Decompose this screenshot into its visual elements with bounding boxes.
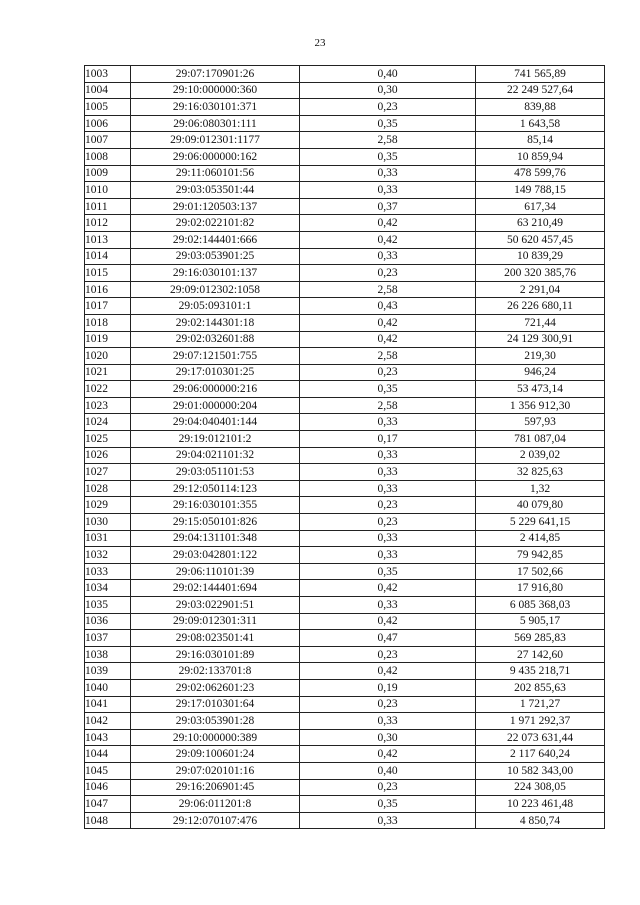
row-number-cell: 1039 bbox=[85, 663, 131, 680]
rate-cell: 0,23 bbox=[300, 364, 476, 381]
value-cell: 50 620 457,45 bbox=[476, 231, 605, 248]
row-number-cell: 1009 bbox=[85, 165, 131, 182]
rate-cell: 0,42 bbox=[300, 231, 476, 248]
table-row bbox=[85, 99, 605, 116]
table-row bbox=[85, 696, 605, 713]
rate-cell: 0,42 bbox=[300, 746, 476, 763]
table-row bbox=[85, 115, 605, 132]
rate-cell: 0,30 bbox=[300, 82, 476, 99]
rate-cell: 2,58 bbox=[300, 281, 476, 298]
table-row bbox=[85, 663, 605, 680]
rate-cell: 0,23 bbox=[300, 514, 476, 531]
cadastral-number-cell: 29:12:050114:123 bbox=[131, 480, 300, 497]
cadastral-number-cell: 29:06:110101:39 bbox=[131, 563, 300, 580]
table-row bbox=[85, 82, 605, 99]
value-cell: 149 788,15 bbox=[476, 182, 605, 199]
value-cell: 200 320 385,76 bbox=[476, 265, 605, 282]
row-number-cell: 1041 bbox=[85, 696, 131, 713]
row-number-cell: 1028 bbox=[85, 480, 131, 497]
value-cell: 2 039,02 bbox=[476, 447, 605, 464]
rate-cell: 0,40 bbox=[300, 66, 476, 83]
row-number-cell: 1003 bbox=[85, 66, 131, 83]
rate-cell: 0,23 bbox=[300, 696, 476, 713]
row-number-cell: 1045 bbox=[85, 762, 131, 779]
row-number-cell: 1013 bbox=[85, 231, 131, 248]
cadastral-number-cell: 29:02:022101:82 bbox=[131, 215, 300, 232]
table-row bbox=[85, 348, 605, 365]
row-number-cell: 1006 bbox=[85, 115, 131, 132]
table-body bbox=[85, 66, 605, 829]
rate-cell: 0,19 bbox=[300, 679, 476, 696]
value-cell: 202 855,63 bbox=[476, 679, 605, 696]
rate-cell: 2,58 bbox=[300, 397, 476, 414]
rate-cell: 0,47 bbox=[300, 630, 476, 647]
cadastral-number-cell: 29:02:062601:23 bbox=[131, 679, 300, 696]
table-row bbox=[85, 762, 605, 779]
row-number-cell: 1019 bbox=[85, 331, 131, 348]
value-cell: 781 087,04 bbox=[476, 431, 605, 448]
row-number-cell: 1026 bbox=[85, 447, 131, 464]
value-cell: 27 142,60 bbox=[476, 646, 605, 663]
cadastral-number-cell: 29:09:100601:24 bbox=[131, 746, 300, 763]
table-row bbox=[85, 148, 605, 165]
value-cell: 569 285,83 bbox=[476, 630, 605, 647]
value-cell: 9 435 218,71 bbox=[476, 663, 605, 680]
cadastral-number-cell: 29:16:030101:371 bbox=[131, 99, 300, 116]
rate-cell: 0,42 bbox=[300, 331, 476, 348]
table-row bbox=[85, 597, 605, 614]
table-row bbox=[85, 514, 605, 531]
cadastral-number-cell: 29:11:060101:56 bbox=[131, 165, 300, 182]
rate-cell: 0,33 bbox=[300, 248, 476, 265]
table-row bbox=[85, 215, 605, 232]
cadastral-number-cell: 29:19:012101:2 bbox=[131, 431, 300, 448]
table-row bbox=[85, 812, 605, 829]
rate-cell: 0,35 bbox=[300, 115, 476, 132]
table-row bbox=[85, 679, 605, 696]
cadastral-number-cell: 29:12:070107:476 bbox=[131, 812, 300, 829]
rate-cell: 0,33 bbox=[300, 713, 476, 730]
rate-cell: 0,35 bbox=[300, 563, 476, 580]
row-number-cell: 1011 bbox=[85, 198, 131, 215]
cadastral-number-cell: 29:16:206901:45 bbox=[131, 779, 300, 796]
cadastral-number-cell: 29:03:053901:25 bbox=[131, 248, 300, 265]
value-cell: 5 229 641,15 bbox=[476, 514, 605, 531]
value-cell: 1 971 292,37 bbox=[476, 713, 605, 730]
row-number-cell: 1035 bbox=[85, 597, 131, 614]
value-cell: 24 129 300,91 bbox=[476, 331, 605, 348]
row-number-cell: 1042 bbox=[85, 713, 131, 730]
table-row bbox=[85, 646, 605, 663]
rate-cell: 0,23 bbox=[300, 646, 476, 663]
cadastral-number-cell: 29:02:133701:8 bbox=[131, 663, 300, 680]
table-row bbox=[85, 613, 605, 630]
rate-cell: 0,42 bbox=[300, 613, 476, 630]
value-cell: 85,14 bbox=[476, 132, 605, 149]
value-cell: 40 079,80 bbox=[476, 497, 605, 514]
value-cell: 26 226 680,11 bbox=[476, 298, 605, 315]
rate-cell: 0,23 bbox=[300, 779, 476, 796]
rate-cell: 0,37 bbox=[300, 198, 476, 215]
table-row bbox=[85, 464, 605, 481]
rate-cell: 0,33 bbox=[300, 464, 476, 481]
rate-cell: 0,43 bbox=[300, 298, 476, 315]
rate-cell: 0,35 bbox=[300, 796, 476, 813]
table-row bbox=[85, 547, 605, 564]
table-row bbox=[85, 729, 605, 746]
row-number-cell: 1043 bbox=[85, 729, 131, 746]
table-row bbox=[85, 298, 605, 315]
value-cell: 17 502,66 bbox=[476, 563, 605, 580]
row-number-cell: 1040 bbox=[85, 679, 131, 696]
rate-cell: 0,33 bbox=[300, 414, 476, 431]
rate-cell: 0,23 bbox=[300, 99, 476, 116]
row-number-cell: 1008 bbox=[85, 148, 131, 165]
rate-cell: 0,35 bbox=[300, 381, 476, 398]
rate-cell: 0,42 bbox=[300, 580, 476, 597]
cadastral-number-cell: 29:07:020101:16 bbox=[131, 762, 300, 779]
row-number-cell: 1005 bbox=[85, 99, 131, 116]
table-row bbox=[85, 331, 605, 348]
table-row bbox=[85, 198, 605, 215]
value-cell: 53 473,14 bbox=[476, 381, 605, 398]
rate-cell: 0,17 bbox=[300, 431, 476, 448]
row-number-cell: 1004 bbox=[85, 82, 131, 99]
cadastral-number-cell: 29:06:011201:8 bbox=[131, 796, 300, 813]
cadastral-number-cell: 29:03:022901:51 bbox=[131, 597, 300, 614]
rate-cell: 0,33 bbox=[300, 530, 476, 547]
table-row bbox=[85, 397, 605, 414]
value-cell: 219,30 bbox=[476, 348, 605, 365]
row-number-cell: 1016 bbox=[85, 281, 131, 298]
value-cell: 5 905,17 bbox=[476, 613, 605, 630]
table-row bbox=[85, 182, 605, 199]
cadastral-number-cell: 29:07:121501:755 bbox=[131, 348, 300, 365]
value-cell: 224 308,05 bbox=[476, 779, 605, 796]
cadastral-number-cell: 29:04:021101:32 bbox=[131, 447, 300, 464]
table-row bbox=[85, 364, 605, 381]
row-number-cell: 1025 bbox=[85, 431, 131, 448]
row-number-cell: 1010 bbox=[85, 182, 131, 199]
cadastral-number-cell: 29:05:093101:1 bbox=[131, 298, 300, 315]
table-row bbox=[85, 447, 605, 464]
row-number-cell: 1032 bbox=[85, 547, 131, 564]
value-cell: 6 085 368,03 bbox=[476, 597, 605, 614]
row-number-cell: 1027 bbox=[85, 464, 131, 481]
cadastral-number-cell: 29:16:030101:89 bbox=[131, 646, 300, 663]
cadastral-number-cell: 29:16:030101:137 bbox=[131, 265, 300, 282]
rate-cell: 0,40 bbox=[300, 762, 476, 779]
value-cell: 2 117 640,24 bbox=[476, 746, 605, 763]
rate-cell: 0,42 bbox=[300, 663, 476, 680]
table-row bbox=[85, 779, 605, 796]
value-cell: 741 565,89 bbox=[476, 66, 605, 83]
table-row bbox=[85, 414, 605, 431]
row-number-cell: 1023 bbox=[85, 397, 131, 414]
table-row bbox=[85, 431, 605, 448]
rate-cell: 0,33 bbox=[300, 182, 476, 199]
table-row bbox=[85, 796, 605, 813]
value-cell: 32 825,63 bbox=[476, 464, 605, 481]
value-cell: 63 210,49 bbox=[476, 215, 605, 232]
value-cell: 1 721,27 bbox=[476, 696, 605, 713]
cadastral-number-cell: 29:07:170901:26 bbox=[131, 66, 300, 83]
value-cell: 10 859,94 bbox=[476, 148, 605, 165]
rate-cell: 0,23 bbox=[300, 265, 476, 282]
rate-cell: 0,33 bbox=[300, 597, 476, 614]
row-number-cell: 1018 bbox=[85, 314, 131, 331]
rate-cell: 0,33 bbox=[300, 447, 476, 464]
cadastral-number-cell: 29:15:050101:826 bbox=[131, 514, 300, 531]
value-cell: 617,34 bbox=[476, 198, 605, 215]
value-cell: 721,44 bbox=[476, 314, 605, 331]
cadastral-number-cell: 29:02:032601:88 bbox=[131, 331, 300, 348]
table-row bbox=[85, 248, 605, 265]
cadastral-number-cell: 29:02:144401:666 bbox=[131, 231, 300, 248]
cadastral-number-cell: 29:04:131101:348 bbox=[131, 530, 300, 547]
row-number-cell: 1029 bbox=[85, 497, 131, 514]
row-number-cell: 1031 bbox=[85, 530, 131, 547]
table-row bbox=[85, 381, 605, 398]
cadastral-number-cell: 29:01:120503:137 bbox=[131, 198, 300, 215]
row-number-cell: 1030 bbox=[85, 514, 131, 531]
table-row bbox=[85, 630, 605, 647]
rate-cell: 0,33 bbox=[300, 812, 476, 829]
table-row bbox=[85, 480, 605, 497]
row-number-cell: 1020 bbox=[85, 348, 131, 365]
row-number-cell: 1048 bbox=[85, 812, 131, 829]
value-cell: 79 942,85 bbox=[476, 547, 605, 564]
table-row bbox=[85, 713, 605, 730]
cadastral-number-cell: 29:02:144301:18 bbox=[131, 314, 300, 331]
row-number-cell: 1022 bbox=[85, 381, 131, 398]
value-cell: 10 839,29 bbox=[476, 248, 605, 265]
rate-cell: 0,35 bbox=[300, 148, 476, 165]
cadastral-number-cell: 29:06:000000:216 bbox=[131, 381, 300, 398]
row-number-cell: 1033 bbox=[85, 563, 131, 580]
row-number-cell: 1038 bbox=[85, 646, 131, 663]
table-row bbox=[85, 66, 605, 83]
value-cell: 2 414,85 bbox=[476, 530, 605, 547]
table-row bbox=[85, 132, 605, 149]
table-row bbox=[85, 580, 605, 597]
table-row bbox=[85, 314, 605, 331]
value-cell: 478 599,76 bbox=[476, 165, 605, 182]
rate-cell: 0,33 bbox=[300, 165, 476, 182]
table-row bbox=[85, 530, 605, 547]
value-cell: 10 223 461,48 bbox=[476, 796, 605, 813]
value-cell: 17 916,80 bbox=[476, 580, 605, 597]
rate-cell: 0,33 bbox=[300, 547, 476, 564]
cadastral-number-cell: 29:03:053901:28 bbox=[131, 713, 300, 730]
value-cell: 22 249 527,64 bbox=[476, 82, 605, 99]
value-cell: 946,24 bbox=[476, 364, 605, 381]
value-cell: 839,88 bbox=[476, 99, 605, 116]
value-cell: 10 582 343,00 bbox=[476, 762, 605, 779]
rate-cell: 2,58 bbox=[300, 348, 476, 365]
rate-cell: 0,42 bbox=[300, 215, 476, 232]
row-number-cell: 1014 bbox=[85, 248, 131, 265]
table-row bbox=[85, 165, 605, 182]
cadastral-number-cell: 29:08:023501:41 bbox=[131, 630, 300, 647]
value-cell: 2 291,04 bbox=[476, 281, 605, 298]
row-number-cell: 1012 bbox=[85, 215, 131, 232]
cadastral-number-cell: 29:02:144401:694 bbox=[131, 580, 300, 597]
cadastral-number-cell: 29:04:040401:144 bbox=[131, 414, 300, 431]
cadastral-number-cell: 29:06:000000:162 bbox=[131, 148, 300, 165]
rate-cell: 0,23 bbox=[300, 497, 476, 514]
row-number-cell: 1034 bbox=[85, 580, 131, 597]
row-number-cell: 1047 bbox=[85, 796, 131, 813]
page-number: 23 bbox=[314, 37, 326, 49]
cadastral-number-cell: 29:03:053501:44 bbox=[131, 182, 300, 199]
cadastral-number-cell: 29:09:012302:1058 bbox=[131, 281, 300, 298]
cadastral-number-cell: 29:09:012301:1177 bbox=[131, 132, 300, 149]
cadastral-number-cell: 29:01:000000:204 bbox=[131, 397, 300, 414]
table-row bbox=[85, 231, 605, 248]
row-number-cell: 1036 bbox=[85, 613, 131, 630]
cadastral-number-cell: 29:16:030101:355 bbox=[131, 497, 300, 514]
cadastral-number-cell: 29:03:051101:53 bbox=[131, 464, 300, 481]
table-row bbox=[85, 746, 605, 763]
table-row bbox=[85, 563, 605, 580]
rate-cell: 2,58 bbox=[300, 132, 476, 149]
value-cell: 4 850,74 bbox=[476, 812, 605, 829]
cadastral-number-cell: 29:03:042801:122 bbox=[131, 547, 300, 564]
table-row bbox=[85, 497, 605, 514]
value-cell: 1,32 bbox=[476, 480, 605, 497]
value-cell: 597,93 bbox=[476, 414, 605, 431]
row-number-cell: 1007 bbox=[85, 132, 131, 149]
rate-cell: 0,42 bbox=[300, 314, 476, 331]
cadastral-number-cell: 29:17:010301:64 bbox=[131, 696, 300, 713]
row-number-cell: 1037 bbox=[85, 630, 131, 647]
cadastral-number-cell: 29:06:080301:111 bbox=[131, 115, 300, 132]
cadastral-number-cell: 29:09:012301:311 bbox=[131, 613, 300, 630]
value-cell: 1 643,58 bbox=[476, 115, 605, 132]
row-number-cell: 1021 bbox=[85, 364, 131, 381]
row-number-cell: 1015 bbox=[85, 265, 131, 282]
row-number-cell: 1046 bbox=[85, 779, 131, 796]
cadastral-number-cell: 29:17:010301:25 bbox=[131, 364, 300, 381]
value-cell: 1 356 912,30 bbox=[476, 397, 605, 414]
cadastral-value-table bbox=[84, 65, 605, 829]
cadastral-number-cell: 29:10:000000:389 bbox=[131, 729, 300, 746]
value-cell: 22 073 631,44 bbox=[476, 729, 605, 746]
rate-cell: 0,30 bbox=[300, 729, 476, 746]
table-row bbox=[85, 281, 605, 298]
row-number-cell: 1044 bbox=[85, 746, 131, 763]
row-number-cell: 1024 bbox=[85, 414, 131, 431]
row-number-cell: 1017 bbox=[85, 298, 131, 315]
rate-cell: 0,33 bbox=[300, 480, 476, 497]
table-row bbox=[85, 265, 605, 282]
cadastral-number-cell: 29:10:000000:360 bbox=[131, 82, 300, 99]
